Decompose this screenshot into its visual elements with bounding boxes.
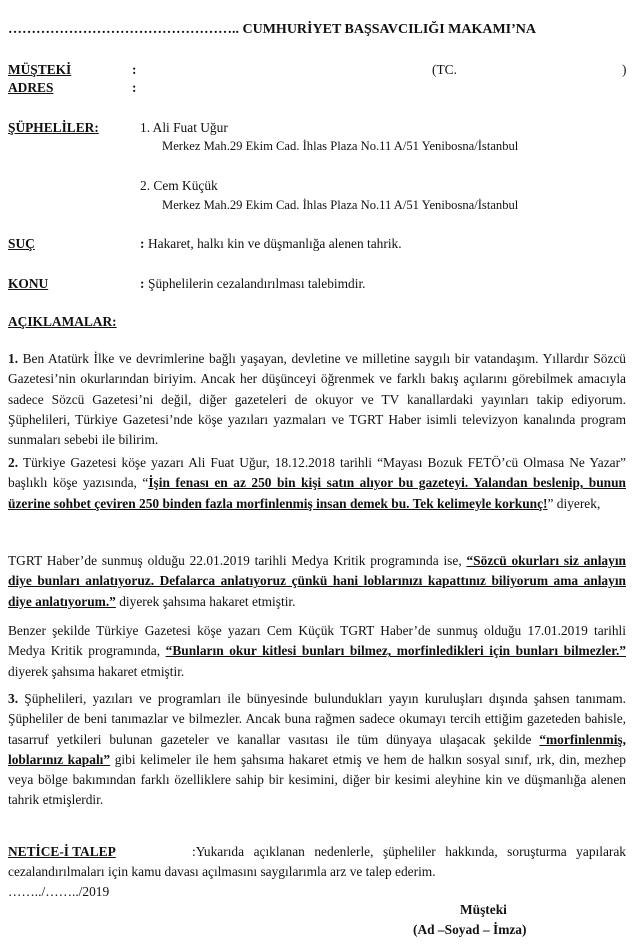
paragraph-4-quote: “Bunların okur kitlesi bunları bilmez, morfinledikleri için bunları bilmezler.” [165, 643, 626, 659]
paragraph-5-number: 3. [8, 691, 19, 706]
explanations-heading: AÇIKLAMALAR: [8, 314, 117, 329]
paragraph-2 [8, 453, 626, 514]
paragraph-5-quote: “morfinlenmiş, loblarınız kapalı” [8, 731, 626, 767]
subject-colon: : [140, 276, 145, 291]
paragraph-2-text-b: ” diyerek, [547, 495, 601, 511]
address-colon: : [132, 80, 137, 95]
header-title [8, 22, 536, 38]
address-label: ADRES [8, 80, 54, 95]
paragraph-3-quote: “Sözcü okurları siz anlayın diye bunları anlatıyoruz. Defalarca anlatıyoruz çünkü hani loblarınızı kapattınız biliyorum ama anlayın diye anlatıyorum.” [8, 553, 626, 609]
paragraph-3 [8, 551, 626, 612]
paragraph-3-text-a: TGRT Haber’de sunmuş olduğu 22.01.2019 tarihli Medya Kritik programında ise, [8, 553, 467, 568]
suspect-1-name: 1. Ali Fuat Uğur [140, 120, 228, 135]
paragraph-1-text: Ben Atatürk İlke ve devrimlerine bağlı yaşayan, devletine ve milletine saygılı bir vatandaşım. Yıllardır Sözcü Gazetesi’nin okurlarından biriyim. Ancak her düşünceyi öğrenmek ve farklı bakış açılarını görebilmek amacıyla sadece Sözcü Gazetesi’ni değil, diğer gazeteleri de okuyor ve TV kanallardaki yayınları takip ediyorum. Şüphelileri, Türkiye Gazetesi’nde köşe yazıları yazmaları ve TGRT Haber isimli televizyon kanalında program sunmaları sebebi ile bilirim. [8, 351, 626, 448]
complainant-label: MÜŞTEKİ [8, 62, 72, 77]
crime-colon: : [140, 236, 145, 251]
paragraph-2-number: 2. [8, 455, 19, 470]
header-dots: ………………………………………….. [8, 22, 239, 37]
paragraph-4-text-b: diyerek şahsıma hakaret etmiştir. [8, 663, 185, 679]
suspect-2-name: 2. Cem Küçük [140, 178, 218, 193]
paragraph-2-quote: İşin fenası en az 250 bin kişi satın alıyor bu gazeteyi. Yalandan beslenip, bunun üzerine sohbet çeviren 250 binden fazla morfinlenmiş insan demek bu. Tek kelimeyle korkunç! [8, 475, 626, 511]
signature-title: Müşteki [460, 902, 507, 917]
conclusion-colon: : [192, 844, 196, 859]
paragraph-2-text-a: Türkiye Gazetesi köşe yazarı Ali Fuat Uğur, 18.12.2018 tarihli “Mayası Bozuk FETÖ’cü Olmasa Ne Yazar” başlıklı köşe yazısında, “ [8, 455, 626, 491]
paragraph-4 [8, 621, 626, 682]
subject-label: KONU [8, 276, 49, 291]
paragraph-1-number: 1. [8, 351, 19, 366]
signature-line: (Ad –Soyad – İmza) [413, 922, 527, 937]
tc-close: ) [622, 62, 627, 77]
paragraph-5-text-a: Şüphelileri, yazıları ve programları ile bünyesinde bulundukları yayın kuruluşları dışında şahsen tanımam. Şüpheliler de beni tanımazlar ve bilmezler. Ancak buna rağmen sadece okumayı tercih ettiğim gazeteden bahisle, tasarruf yetkileri bulunan gazeteler ve kanallar vasıtası ile tüm dünyaya ulaşacak şekilde [8, 691, 626, 747]
conclusion-label: NETİCE-İ TALEP [8, 844, 116, 859]
tc-open: (TC. [432, 62, 457, 77]
suspect-2-address: Merkez Mah.29 Ekim Cad. İhlas Plaza No.11 A/51 Yenibosna/İstanbul [162, 198, 519, 212]
subject-text: Şüphelilerin cezalandırılması talebimdir. [148, 276, 366, 291]
suspects-label: ŞÜPHELİLER: [8, 120, 99, 135]
paragraph-1 [8, 349, 626, 450]
paragraph-5-text-b: gibi kelimeler ile hem şahsıma hakaret etmiş ve hem de halkın sosyal sınıf, ırk, din, mezhep veya bölge bakımından farklı özelliklere sahip bir kesimini, diğer bir kesimi aleyhine kin ve düşmanlığa alenen tahrik etmişlerdir. [8, 751, 626, 808]
paragraph-4-text-a: Benzer şekilde Türkiye Gazetesi köşe yazarı Cem Küçük TGRT Haber’de sunmuş olduğu 17.01.2019 tarihli Medya Kritik programında, [8, 623, 626, 659]
crime-label: SUÇ [8, 236, 35, 251]
paragraph-5 [8, 689, 626, 811]
conclusion [8, 842, 626, 883]
conclusion-text: Yukarıda açıklanan nedenlerle, şüpheliler hakkında, soruşturma yapılarak cezalandırılmaları için kamu davası açılmasını saygılarımla arz ve talep ederim. [8, 844, 626, 880]
paragraph-3-text-b: diyerek şahsıma hakaret etmiştir. [115, 593, 296, 609]
crime-text: Hakaret, halkı kin ve düşmanlığa alenen tahrik. [148, 236, 402, 251]
date-line: ……../……../2019 [8, 884, 110, 899]
court-title: CUMHURİYET BAŞSAVCILIĞI MAKAMI’NA [242, 22, 537, 37]
complainant-colon: : [132, 62, 137, 77]
suspect-1-address: Merkez Mah.29 Ekim Cad. İhlas Plaza No.11 A/51 Yenibosna/İstanbul [162, 139, 519, 153]
